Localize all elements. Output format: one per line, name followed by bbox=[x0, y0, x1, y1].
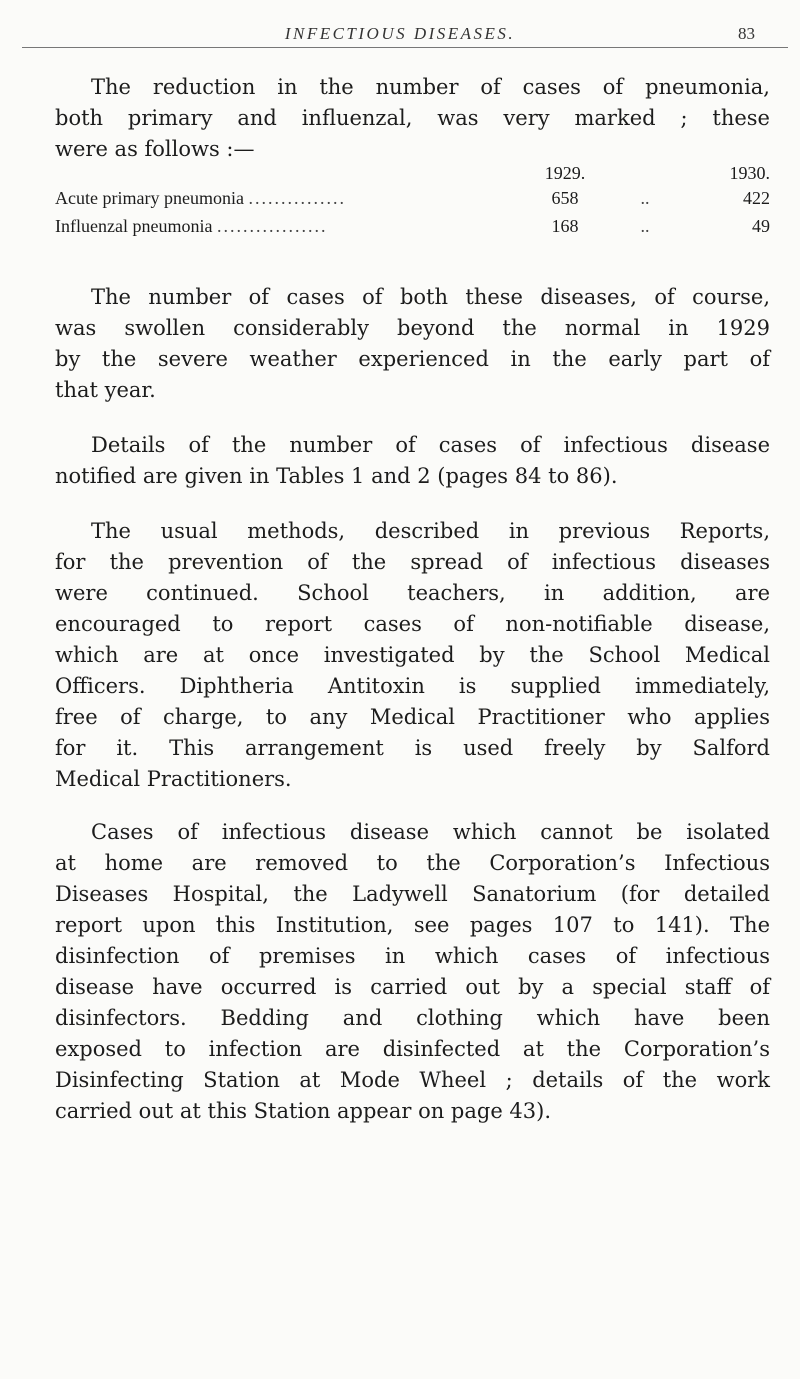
leader-dots: ................. bbox=[216, 216, 328, 236]
paragraph-line: Disinfecting Station at Mode Wheel ; details of the work bbox=[55, 1068, 770, 1092]
cell-separator: .. bbox=[640, 216, 650, 236]
cell-1929: 168 bbox=[551, 216, 579, 236]
cell-separator: .. bbox=[640, 188, 650, 208]
table-header bbox=[55, 163, 770, 187]
page-number: 83 bbox=[738, 24, 755, 43]
paragraph-line: at home are removed to the Corporation’s Infectious bbox=[55, 851, 770, 875]
paragraph-5 bbox=[55, 817, 770, 1127]
paragraph-line: that year. bbox=[55, 378, 156, 402]
running-title: INFECTIOUS DISEASES. bbox=[284, 24, 516, 43]
paragraph-line: Medical Practitioners. bbox=[55, 767, 292, 791]
paragraph-line: which are at once investigated by the School Medical bbox=[55, 643, 770, 667]
paragraph-line: Diseases Hospital, the Ladywell Sanatorium (for detailed bbox=[55, 882, 770, 906]
table-row bbox=[55, 216, 770, 242]
paragraph-line: for the prevention of the spread of infectious diseases bbox=[55, 550, 770, 574]
paragraph-line: were continued. School teachers, in addition, are bbox=[55, 581, 770, 605]
cell-1930: 49 bbox=[752, 216, 770, 236]
paragraph-2 bbox=[55, 282, 770, 406]
paragraph-line: Cases of infectious disease which cannot be isolated bbox=[91, 820, 770, 844]
paragraph-line: was swollen considerably beyond the normal in 1929 bbox=[55, 316, 770, 340]
paragraph-1 bbox=[55, 72, 770, 165]
paragraph-line: disinfectors. Bedding and clothing which have been bbox=[55, 1006, 770, 1030]
row-label bbox=[55, 216, 525, 237]
leader-dots: ............... bbox=[248, 188, 346, 208]
paragraph-line: by the severe weather experienced in the early part of bbox=[55, 347, 770, 371]
paragraph-line: exposed to infection are disinfected at the Corporation’s bbox=[55, 1037, 770, 1061]
paragraph-line: carried out at this Station appear on page 43). bbox=[55, 1099, 552, 1123]
paragraph-line: The usual methods, described in previous Reports, bbox=[91, 519, 770, 543]
paragraph-line: were as follows :— bbox=[55, 137, 255, 161]
paragraph-line: report upon this Institution, see pages 107 to 141). The bbox=[55, 913, 770, 937]
column-header-1929: 1929. bbox=[544, 163, 586, 183]
paragraph-line: both primary and influenzal, was very marked ; these bbox=[55, 106, 770, 130]
paragraph-line: disease have occurred is carried out by a special staff of bbox=[55, 975, 770, 999]
table-row bbox=[55, 188, 770, 214]
paragraph-line: disinfection of premises in which cases of infectious bbox=[55, 944, 770, 968]
cell-1930: 422 bbox=[743, 188, 770, 208]
row-label bbox=[55, 188, 525, 209]
cell-1929: 658 bbox=[551, 188, 579, 208]
paragraph-4 bbox=[55, 516, 770, 795]
paragraph-3 bbox=[55, 430, 770, 492]
paragraph-line: Details of the number of cases of infectious disease bbox=[91, 433, 770, 457]
paragraph-line: encouraged to report cases of non-notifiable disease, bbox=[55, 612, 770, 636]
paragraph-line: free of charge, to any Medical Practitioner who applies bbox=[55, 705, 770, 729]
column-header-1930: 1930. bbox=[729, 163, 770, 183]
paragraph-line: The reduction in the number of cases of pneumonia, bbox=[91, 75, 770, 99]
paragraph-line: Officers. Diphtheria Antitoxin is supplied immediately, bbox=[55, 674, 770, 698]
header-rule bbox=[22, 47, 788, 48]
row-label-text: Influenzal pneumonia bbox=[55, 216, 213, 236]
paragraph-line: for it. This arrangement is used freely by Salford bbox=[55, 736, 770, 760]
paragraph-line: The number of cases of both these diseases, of course, bbox=[91, 285, 770, 309]
running-head bbox=[0, 0, 800, 60]
paragraph-line: notified are given in Tables 1 and 2 (pages 84 to 86). bbox=[55, 464, 618, 488]
row-label-text: Acute primary pneumonia bbox=[55, 188, 244, 208]
